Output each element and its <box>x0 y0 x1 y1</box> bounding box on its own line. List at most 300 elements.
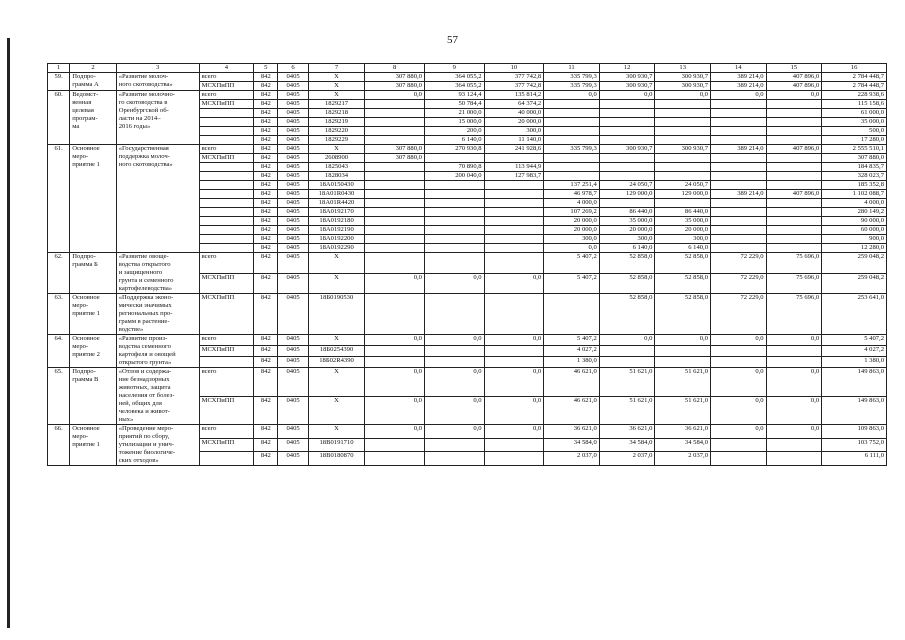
data-cell: 200,0 <box>424 127 484 136</box>
data-cell: 842 <box>254 217 278 226</box>
data-cell <box>710 208 766 217</box>
data-cell: 0405 <box>278 109 308 118</box>
data-cell <box>710 109 766 118</box>
data-cell: 1829219 <box>308 118 365 127</box>
data-cell: 0405 <box>278 273 308 294</box>
column-number: 8 <box>365 64 425 73</box>
data-cell: X <box>308 82 365 91</box>
data-cell: 46 621,0 <box>544 396 600 425</box>
data-cell: 18А01R0430 <box>308 190 365 199</box>
row-number: 64. <box>48 335 70 368</box>
data-cell: 52 858,0 <box>655 253 711 274</box>
data-cell <box>424 294 484 335</box>
data-cell: 0405 <box>278 438 308 452</box>
data-cell <box>766 154 822 163</box>
executor-cell: всего <box>199 368 254 397</box>
data-cell: 52 858,0 <box>655 294 711 335</box>
column-number: 4 <box>199 64 254 73</box>
data-cell <box>365 235 425 244</box>
data-cell <box>599 163 655 172</box>
data-cell: 18Б0190530 <box>308 294 365 335</box>
row-status: Подпро- грамма Б <box>70 253 116 294</box>
data-cell <box>766 100 822 109</box>
data-cell: 842 <box>254 199 278 208</box>
data-cell: 18А0150430 <box>308 181 365 190</box>
data-cell: 842 <box>254 91 278 100</box>
data-cell: 842 <box>254 82 278 91</box>
data-cell: 842 <box>254 226 278 235</box>
executor-cell <box>199 217 254 226</box>
data-cell: 46 621,0 <box>544 368 600 397</box>
column-number-row <box>48 64 887 73</box>
data-cell: 18А0192200 <box>308 235 365 244</box>
data-cell: 0,0 <box>365 335 425 346</box>
data-cell <box>766 235 822 244</box>
data-cell: 6 140,0 <box>655 244 711 253</box>
data-cell: 0405 <box>278 163 308 172</box>
data-cell <box>484 154 544 163</box>
data-cell: 72 229,0 <box>710 294 766 335</box>
executor-cell <box>199 199 254 208</box>
column-number: 11 <box>544 64 600 73</box>
data-cell: 377 742,8 <box>484 73 544 82</box>
data-cell: X <box>308 145 365 154</box>
data-cell: 75 696,0 <box>766 294 822 335</box>
data-cell: 149 863,0 <box>822 396 887 425</box>
data-cell <box>484 244 544 253</box>
data-cell: 0,0 <box>766 368 822 397</box>
data-cell: 842 <box>254 136 278 145</box>
data-cell: 40 000,0 <box>484 109 544 118</box>
data-cell: 842 <box>254 154 278 163</box>
data-cell: 0,0 <box>766 335 822 346</box>
data-cell: 407 896,0 <box>766 190 822 199</box>
data-cell <box>365 217 425 226</box>
data-cell <box>365 357 425 368</box>
data-cell: 407 896,0 <box>766 145 822 154</box>
data-cell: 0405 <box>278 154 308 163</box>
data-cell: 259 048,2 <box>822 253 887 274</box>
data-cell <box>484 438 544 452</box>
data-cell: 1829218 <box>308 109 365 118</box>
budget-table <box>47 63 887 466</box>
data-cell <box>484 190 544 199</box>
column-number: 1 <box>48 64 70 73</box>
data-cell <box>544 294 600 335</box>
data-cell: 149 863,0 <box>822 368 887 397</box>
data-cell: 0,0 <box>766 91 822 100</box>
data-cell <box>766 127 822 136</box>
data-cell: 335 799,3 <box>544 73 600 82</box>
page-number: 57 <box>447 34 458 46</box>
data-cell: 389 214,0 <box>710 145 766 154</box>
executor-cell: всего <box>199 73 254 82</box>
data-cell: 842 <box>254 335 278 346</box>
data-cell: 18А0192290 <box>308 244 365 253</box>
data-cell: 20 000,0 <box>544 226 600 235</box>
data-cell <box>766 181 822 190</box>
data-cell: 0,0 <box>710 91 766 100</box>
data-cell: 300,0 <box>544 235 600 244</box>
data-cell <box>599 357 655 368</box>
data-cell <box>484 346 544 357</box>
data-cell: 24 050,7 <box>599 181 655 190</box>
data-cell: 34 584,0 <box>655 438 711 452</box>
data-cell: 34 584,0 <box>599 438 655 452</box>
data-cell <box>766 438 822 452</box>
row-number: 62. <box>48 253 70 294</box>
data-cell: 36 621,0 <box>655 425 711 439</box>
data-cell: 0405 <box>278 253 308 274</box>
column-number: 7 <box>308 64 365 73</box>
data-cell: 2 037,0 <box>655 452 711 466</box>
data-cell: 72 229,0 <box>710 273 766 294</box>
executor-cell <box>199 235 254 244</box>
data-cell <box>766 172 822 181</box>
data-cell: 2 784 448,7 <box>822 73 887 82</box>
data-cell: 0,0 <box>484 396 544 425</box>
column-number: 14 <box>710 64 766 73</box>
data-cell: 18В0191710 <box>308 438 365 452</box>
data-cell: 842 <box>254 127 278 136</box>
data-cell <box>424 438 484 452</box>
data-cell: 0405 <box>278 172 308 181</box>
data-cell: 5 407,2 <box>822 335 887 346</box>
data-cell: 6 140,0 <box>424 136 484 145</box>
data-cell: 842 <box>254 118 278 127</box>
data-cell: 300 930,7 <box>599 82 655 91</box>
data-cell <box>484 253 544 274</box>
data-cell <box>710 118 766 127</box>
data-cell: 307 880,0 <box>365 154 425 163</box>
data-cell: 20 000,0 <box>484 118 544 127</box>
row-number: 65. <box>48 368 70 425</box>
data-cell <box>424 208 484 217</box>
data-cell: 1825043 <box>308 163 365 172</box>
data-cell <box>710 127 766 136</box>
data-cell: 0405 <box>278 396 308 425</box>
data-cell: 407 896,0 <box>766 73 822 82</box>
data-cell <box>424 452 484 466</box>
row-status: Основное меро- приятие 1 <box>70 145 116 253</box>
data-cell: 842 <box>254 109 278 118</box>
data-cell: 4 000,0 <box>544 199 600 208</box>
data-cell <box>484 452 544 466</box>
data-cell: 6 111,0 <box>822 452 887 466</box>
data-cell <box>365 226 425 235</box>
data-cell: 1829220 <box>308 127 365 136</box>
data-cell: 389 214,0 <box>710 73 766 82</box>
data-cell <box>599 154 655 163</box>
table-row <box>48 73 887 82</box>
data-cell: 60 000,0 <box>822 226 887 235</box>
row-title: «Поддержка эконо- мически значимых региональных про- грамм в растение- водстве» <box>116 294 199 335</box>
data-cell: 1829217 <box>308 100 365 109</box>
row-status: Ведомст- венная целевая програм- ма <box>70 91 116 145</box>
data-cell: 103 752,0 <box>822 438 887 452</box>
data-cell <box>766 208 822 217</box>
executor-cell <box>199 118 254 127</box>
data-cell: 12 280,0 <box>822 244 887 253</box>
data-cell: 52 858,0 <box>655 273 711 294</box>
data-cell <box>365 199 425 208</box>
data-cell: 0,0 <box>484 368 544 397</box>
data-cell: 2 555 510,1 <box>822 145 887 154</box>
data-cell <box>365 100 425 109</box>
data-cell <box>766 163 822 172</box>
data-cell <box>365 172 425 181</box>
row-title: «Развитие молоч- ного скотоводства» <box>116 73 199 91</box>
data-cell: 51 621,0 <box>655 396 711 425</box>
data-cell: 0405 <box>278 145 308 154</box>
data-cell: X <box>308 368 365 397</box>
data-cell <box>365 438 425 452</box>
row-number: 59. <box>48 73 70 91</box>
data-cell <box>424 181 484 190</box>
data-cell: 5 407,2 <box>544 335 600 346</box>
data-cell: 307 880,0 <box>822 154 887 163</box>
row-title: «Развитие молочно- го скотоводства в Оренбургской об- ласти на 2014– 2016 годы» <box>116 91 199 145</box>
scan-edge-bar <box>7 38 10 628</box>
data-cell <box>766 217 822 226</box>
data-cell: 0405 <box>278 452 308 466</box>
data-cell <box>544 172 600 181</box>
data-cell: 259 048,2 <box>822 273 887 294</box>
data-cell: 109 863,0 <box>822 425 887 439</box>
data-cell: 0,0 <box>710 425 766 439</box>
data-cell: 93 124,4 <box>424 91 484 100</box>
data-cell: 0,0 <box>710 368 766 397</box>
data-cell: X <box>308 91 365 100</box>
data-cell <box>365 118 425 127</box>
data-cell: 0,0 <box>710 396 766 425</box>
table-row <box>48 335 887 346</box>
data-cell <box>710 181 766 190</box>
data-cell: 0405 <box>278 190 308 199</box>
data-cell <box>766 136 822 145</box>
data-cell: 52 858,0 <box>599 253 655 274</box>
row-title: «Отлов и содержа- ние безнадзорных животных, защита населения от болез- ней, общих для человека и живот- ных» <box>116 368 199 425</box>
data-cell: 364 055,2 <box>424 73 484 82</box>
data-cell: 842 <box>254 346 278 357</box>
data-cell: 241 928,6 <box>484 145 544 154</box>
data-cell: 842 <box>254 438 278 452</box>
data-cell: 61 000,0 <box>822 109 887 118</box>
data-cell: 21 000,0 <box>424 109 484 118</box>
data-cell: 0,0 <box>484 425 544 439</box>
data-cell <box>655 163 711 172</box>
data-cell <box>710 199 766 208</box>
row-status: Основное меро- приятие 1 <box>70 294 116 335</box>
data-cell <box>424 154 484 163</box>
data-cell: 0,0 <box>365 91 425 100</box>
executor-cell <box>199 226 254 235</box>
data-cell: 842 <box>254 73 278 82</box>
data-cell: 86 440,0 <box>599 208 655 217</box>
data-cell: 129 000,0 <box>599 190 655 199</box>
data-cell: 5 407,2 <box>544 273 600 294</box>
data-cell: 900,0 <box>822 235 887 244</box>
executor-cell: МСХПиПП <box>199 100 254 109</box>
data-cell <box>484 235 544 244</box>
data-cell: 6 140,0 <box>599 244 655 253</box>
row-status: Подпро- грамма А <box>70 73 116 91</box>
data-cell: 129 000,0 <box>655 190 711 199</box>
data-cell <box>424 226 484 235</box>
data-cell <box>484 217 544 226</box>
data-cell <box>424 190 484 199</box>
data-cell: 0,0 <box>484 335 544 346</box>
executor-cell: всего <box>199 145 254 154</box>
data-cell: 0,0 <box>655 335 711 346</box>
data-cell: 300 930,7 <box>655 145 711 154</box>
data-cell: 18В0180870 <box>308 452 365 466</box>
data-cell <box>484 208 544 217</box>
data-cell <box>710 452 766 466</box>
executor-cell: всего <box>199 253 254 274</box>
column-number: 12 <box>599 64 655 73</box>
data-cell: 1 380,0 <box>544 357 600 368</box>
data-cell: 0,0 <box>599 91 655 100</box>
data-cell: 46 978,7 <box>544 190 600 199</box>
data-cell: 18Б0254390 <box>308 346 365 357</box>
data-cell: 300,0 <box>655 235 711 244</box>
data-cell <box>710 438 766 452</box>
data-cell <box>544 127 600 136</box>
data-cell <box>766 109 822 118</box>
data-cell <box>365 244 425 253</box>
data-cell <box>655 118 711 127</box>
data-cell: 35 000,0 <box>822 118 887 127</box>
data-cell: 842 <box>254 190 278 199</box>
data-cell: X <box>308 396 365 425</box>
data-cell <box>655 136 711 145</box>
data-cell <box>424 357 484 368</box>
executor-cell: МСХПиПП <box>199 273 254 294</box>
column-number: 13 <box>655 64 711 73</box>
data-cell <box>655 172 711 181</box>
data-cell <box>710 357 766 368</box>
table-row <box>48 368 887 397</box>
data-cell: 200 040,0 <box>424 172 484 181</box>
data-cell: 52 858,0 <box>599 273 655 294</box>
data-cell <box>365 253 425 274</box>
data-cell: 0,0 <box>766 396 822 425</box>
data-cell: 300 930,7 <box>655 82 711 91</box>
data-cell: 0405 <box>278 235 308 244</box>
table-row <box>48 253 887 274</box>
executor-cell: всего <box>199 91 254 100</box>
data-cell: 0,0 <box>424 368 484 397</box>
data-cell: 300 930,7 <box>599 145 655 154</box>
data-cell: 364 055,2 <box>424 82 484 91</box>
data-cell: 500,0 <box>822 127 887 136</box>
data-cell <box>544 118 600 127</box>
data-cell: 18Б02R4390 <box>308 357 365 368</box>
data-cell: 0405 <box>278 244 308 253</box>
column-number: 15 <box>766 64 822 73</box>
data-cell: 0,0 <box>766 425 822 439</box>
row-number: 66. <box>48 425 70 466</box>
row-title: «Проведение меро- приятий по сбору, утилизации и унич- тожение биологиче- ских отходов» <box>116 425 199 466</box>
executor-cell: МСХПиПП <box>199 438 254 452</box>
column-number: 16 <box>822 64 887 73</box>
data-cell: 4 027,2 <box>544 346 600 357</box>
data-cell <box>766 357 822 368</box>
data-cell: 4 027,2 <box>822 346 887 357</box>
data-cell <box>365 294 425 335</box>
data-cell <box>365 109 425 118</box>
table-row <box>48 294 887 335</box>
data-cell: 20 000,0 <box>544 217 600 226</box>
data-cell: 18А0192180 <box>308 217 365 226</box>
data-cell: 407 896,0 <box>766 82 822 91</box>
data-cell <box>599 199 655 208</box>
data-cell: 842 <box>254 396 278 425</box>
data-cell: 842 <box>254 145 278 154</box>
data-cell <box>424 235 484 244</box>
data-cell <box>599 109 655 118</box>
data-cell <box>365 181 425 190</box>
data-cell: 15 000,0 <box>424 118 484 127</box>
data-cell: 0,0 <box>710 335 766 346</box>
data-cell <box>710 163 766 172</box>
data-cell <box>766 452 822 466</box>
data-cell: 300 930,7 <box>655 73 711 82</box>
data-cell: 18А01R4420 <box>308 199 365 208</box>
executor-cell: МСХПиПП <box>199 396 254 425</box>
data-cell: 51 621,0 <box>599 396 655 425</box>
data-cell: 0405 <box>278 294 308 335</box>
executor-cell <box>199 357 254 368</box>
executor-cell <box>199 181 254 190</box>
data-cell: X <box>308 335 365 346</box>
data-cell: 0405 <box>278 91 308 100</box>
row-number: 61. <box>48 145 70 253</box>
table-row <box>48 145 887 154</box>
data-cell <box>655 346 711 357</box>
data-cell: 86 440,0 <box>655 208 711 217</box>
data-cell <box>484 357 544 368</box>
data-cell: 113 944,9 <box>484 163 544 172</box>
data-cell: 50 784,4 <box>424 100 484 109</box>
data-cell: 0405 <box>278 181 308 190</box>
data-cell: 11 140,0 <box>484 136 544 145</box>
data-cell: 0,0 <box>599 335 655 346</box>
data-cell <box>710 244 766 253</box>
data-cell: 135 814,2 <box>484 91 544 100</box>
table-row <box>48 425 887 439</box>
data-cell: 0405 <box>278 425 308 439</box>
data-cell: 0405 <box>278 100 308 109</box>
data-cell: 0,0 <box>424 396 484 425</box>
data-cell: 842 <box>254 357 278 368</box>
data-cell: 184 835,7 <box>822 163 887 172</box>
data-cell: 90 000,0 <box>822 217 887 226</box>
executor-cell: всего <box>199 425 254 439</box>
executor-cell <box>199 109 254 118</box>
data-cell: 335 799,3 <box>544 82 600 91</box>
data-cell: 36 621,0 <box>599 425 655 439</box>
column-number: 3 <box>116 64 199 73</box>
row-number: 60. <box>48 91 70 145</box>
data-cell: 0405 <box>278 368 308 397</box>
row-status: Основное меро- приятие 1 <box>70 425 116 466</box>
data-cell: 2 037,0 <box>544 452 600 466</box>
data-cell: 0,0 <box>365 396 425 425</box>
data-cell: 24 050,7 <box>655 181 711 190</box>
data-cell: 20 000,0 <box>599 226 655 235</box>
